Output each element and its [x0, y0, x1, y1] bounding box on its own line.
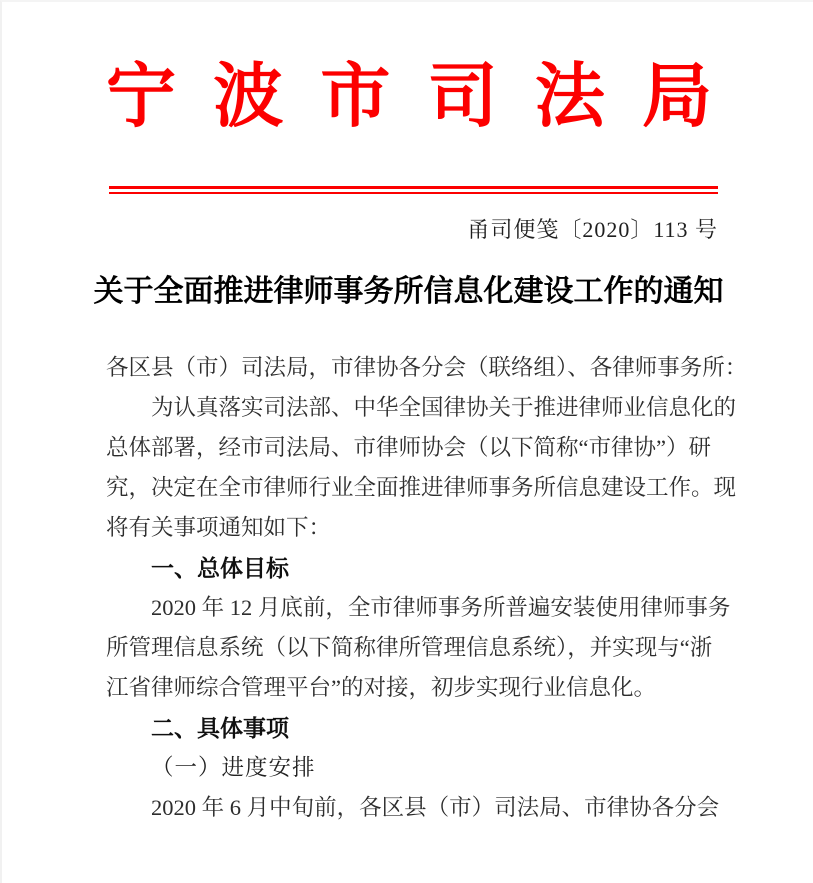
- body-line: 将有关事项通知如下：: [106, 515, 332, 540]
- body-line: 2020 年 6 月中旬前，各区县（市）司法局、市律协各分会: [151, 795, 720, 820]
- doc-number: 甬司便笺〔2020〕113 号: [467, 217, 718, 242]
- notice-body: [106, 348, 748, 828]
- body-line: 究，决定在全市律师行业全面推进律师事务所信息建设工作。现: [106, 475, 737, 500]
- letterhead-double-rule: [109, 186, 718, 194]
- body-line: 各区县（市）司法局，市律协各分会（联络组）、各律师事务所：: [106, 355, 748, 380]
- body-line: 二、具体事项: [151, 715, 289, 741]
- body-line: （一）进度安排: [151, 755, 316, 780]
- notice-title: 关于全面推进律师事务所信息化建设工作的通知: [93, 275, 724, 308]
- body-line: 为认真落实司法部、中华全国律协关于推进律师业信息化的: [151, 395, 737, 420]
- body-line: 江省律师综合管理平台”的对接，初步实现行业信息化。: [106, 675, 656, 700]
- body-line: 所管理信息系统（以下简称律所管理信息系统），并实现与“浙: [106, 635, 713, 660]
- body-line: 一、总体目标: [151, 555, 289, 581]
- body-line: 2020 年 12 月底前，全市律师事务所普遍安装使用律师事务: [151, 595, 731, 620]
- agency-name: 宁波市司法局: [106, 59, 712, 136]
- body-line: 总体部署，经市司法局、市律师协会（以下简称“市律协”）研: [106, 435, 711, 460]
